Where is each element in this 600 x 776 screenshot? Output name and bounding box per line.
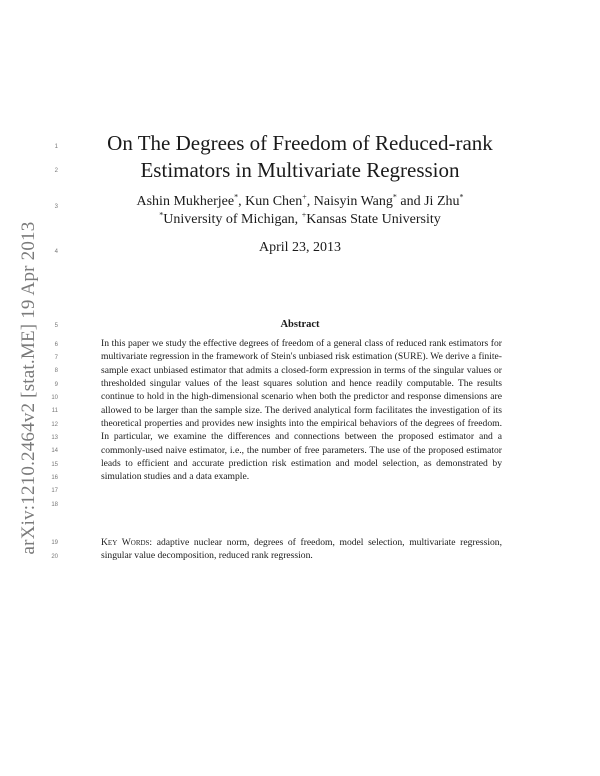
line-number: 7 (54, 355, 58, 361)
author-mark: + (302, 192, 307, 202)
author-mark: * (392, 192, 397, 202)
arxiv-side-stamp: arXiv:1210.2464v2 [stat.ME] 19 Apr 2013 (18, 221, 39, 555)
line-number: 3 (54, 204, 58, 210)
line-number: 9 (54, 382, 58, 388)
author-name: Kun Chen (245, 194, 303, 209)
line-number: 16 (51, 475, 58, 481)
keywords-text: adaptive nuclear norm, degrees of freedom, model selection, multivariate regression, singular value decomposition, reduced rank regression. (101, 537, 502, 562)
affiliations (95, 211, 505, 229)
title-line-2: Estimators in Multivariate Regression (140, 158, 460, 182)
title-line-1: On The Degrees of Freedom of Reduced-rank (107, 131, 493, 155)
author-block (95, 193, 505, 229)
author-name: Ashin Mukherjee (136, 194, 235, 209)
paper-title (95, 130, 505, 184)
author-separator: , (306, 194, 314, 209)
line-number: 17 (51, 488, 58, 494)
abstract-text: In this paper we study the effective degrees of freedom of a general class of reduced rank estimators for multivariate regression in the framework of Stein's unbiased risk estimation (SURE). We derive a finite-sample exact unbiased estimator that admits a closed-form expression in terms of the singular values or thresholded singular values of the least squares solution and hence readily computable. The results continue to hold in the high-dimensional scenario when both the predictor and response dimensions are allowed to be larger than the sample size. The derived analytical form facilitates the investigation of its theoretical properties and provides new insights into the empirical behaviors of the degrees of freedom. In particular, we examine the differences and connections between the proposed estimator and a commonly-used naive estimator, i.e., the number of free parameters. The use of the proposed estimator leads to efficient and accurate prediction risk estimation and model selection, as demonstrated by simulation studies and a data example. (101, 338, 502, 483)
affiliation-mark: + (301, 210, 307, 220)
line-number: 15 (51, 462, 58, 468)
author-separator: , (238, 194, 246, 209)
line-number: 5 (54, 323, 58, 329)
author-name: Ji Zhu (424, 194, 460, 209)
line-number: 18 (51, 502, 58, 508)
line-number: 10 (51, 395, 58, 401)
keywords (101, 536, 502, 563)
author-mark: * (234, 192, 239, 202)
affiliation-mark: * (159, 210, 164, 220)
abstract-heading: Abstract (280, 319, 320, 330)
line-number: 14 (51, 448, 58, 454)
line-number: 12 (51, 422, 58, 428)
author-separator: and (396, 194, 425, 209)
line-number: 1 (54, 144, 58, 150)
affiliation: Kansas State University (306, 212, 441, 227)
line-number: 11 (51, 408, 58, 414)
line-number: 8 (54, 368, 58, 374)
author-name: Naisyin Wang (313, 194, 393, 209)
line-number: 20 (51, 554, 58, 560)
line-number: 2 (54, 168, 58, 174)
paper-date: April 23, 2013 (258, 240, 342, 255)
line-number: 19 (51, 540, 58, 546)
line-number: 4 (54, 249, 58, 255)
line-number: 6 (54, 342, 58, 348)
keywords-label: Key Words: (101, 537, 153, 548)
author-mark: * (459, 192, 464, 202)
line-number: 13 (51, 435, 58, 441)
affiliation: University of Michigan, (163, 212, 302, 227)
author-list (95, 193, 505, 211)
